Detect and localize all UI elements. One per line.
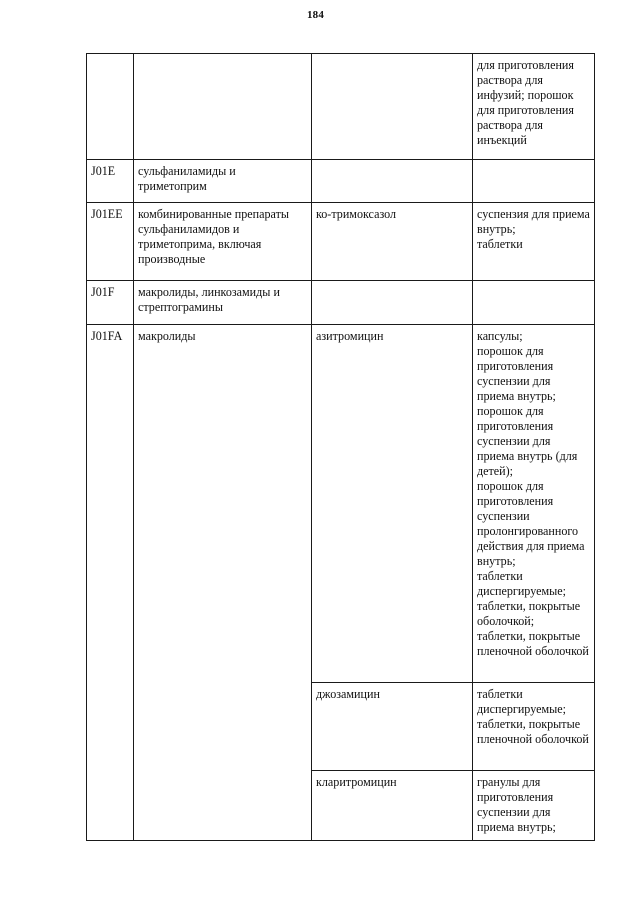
group-name-cell: сульфаниламиды и триметоприм — [134, 160, 312, 203]
group-name-cell: макролиды, линкозамиды и стрептограмины — [134, 281, 312, 325]
dosage-form-cell: таблетки диспергируемые; таблетки, покрытые пленочной оболочкой — [473, 683, 595, 771]
drug-name-cell — [312, 160, 473, 203]
table-row — [87, 54, 595, 160]
dosage-form-cell: капсулы; порошок для приготовления суспензии для приема внутрь; порошок для приготовления суспензии для приема внутрь (для детей); порошок для приготовления суспензии пролонгированного действия для приема внутрь; таблетки диспергируемые; таблетки, покрытые оболочкой; таблетки, покрытые пленочной оболочкой — [473, 325, 595, 683]
drug-name-cell: азитромицин — [312, 325, 473, 683]
dosage-form-cell — [473, 160, 595, 203]
group-name-cell — [134, 54, 312, 160]
group-name-cell: макролиды — [134, 325, 312, 841]
dosage-form-cell: суспензия для приема внутрь; таблетки — [473, 203, 595, 281]
dosage-form-cell: для приготовления раствора для инфузий; порошок для приготовления раствора для инъекций — [473, 54, 595, 160]
medication-table — [86, 53, 595, 841]
drug-name-cell — [312, 281, 473, 325]
atc-code-cell: J01F — [87, 281, 134, 325]
drug-name-cell — [312, 54, 473, 160]
atc-code-cell: J01EE — [87, 203, 134, 281]
atc-code-cell: J01FA — [87, 325, 134, 841]
table-row — [87, 325, 595, 683]
atc-code-cell: J01E — [87, 160, 134, 203]
atc-code-cell — [87, 54, 134, 160]
group-name-cell: комбинированные препараты сульфаниламидов и триметоприма, включая производные — [134, 203, 312, 281]
dosage-form-cell: гранулы для приготовления суспензии для приема внутрь; — [473, 771, 595, 841]
table-row — [87, 160, 595, 203]
dosage-form-cell — [473, 281, 595, 325]
table-row — [87, 281, 595, 325]
table-row — [87, 203, 595, 281]
drug-name-cell: джозамицин — [312, 683, 473, 771]
page-number: 184 — [306, 9, 325, 21]
drug-name-cell: ко-тримоксазол — [312, 203, 473, 281]
drug-name-cell: кларитромицин — [312, 771, 473, 841]
